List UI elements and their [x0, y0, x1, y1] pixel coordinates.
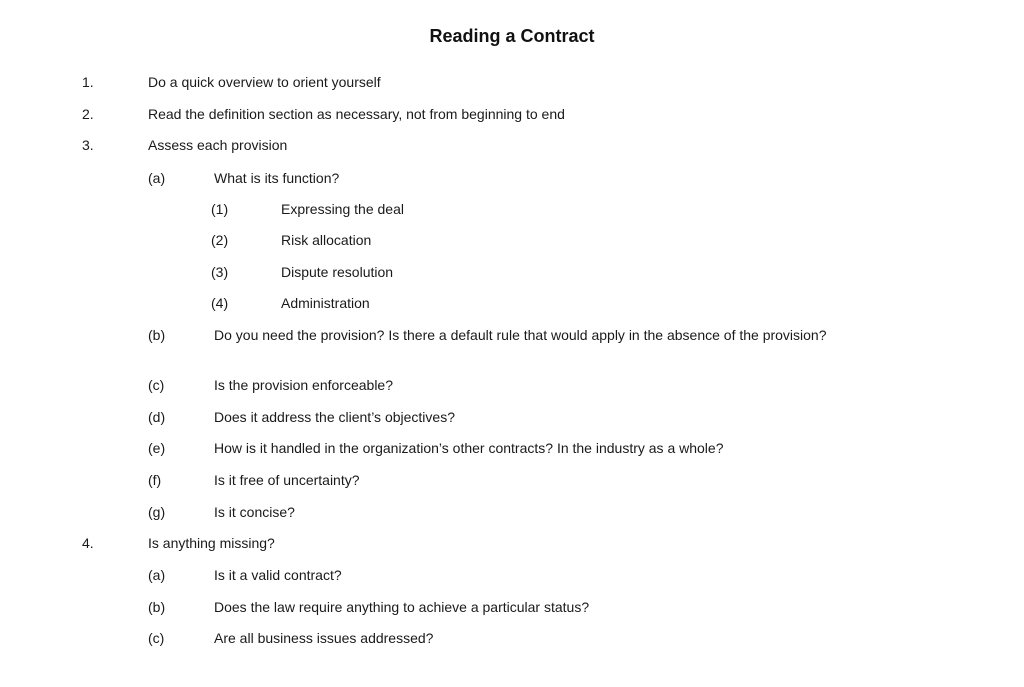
item-3g-number: (g)	[148, 504, 166, 520]
item-3b-text: Do you need the provision? Is there a default rule that would apply in the absence of the provision?	[214, 327, 827, 343]
item-3a2-text: Risk allocation	[281, 232, 372, 248]
item-3a3-text: Dispute resolution	[281, 264, 394, 280]
item-3a-text: What is its function?	[214, 170, 340, 186]
item-3a4-text: Administration	[281, 295, 370, 311]
item-2-number: 2.	[82, 106, 94, 122]
item-1-text: Do a quick overview to orient yourself	[148, 74, 381, 90]
item-3a-number: (a)	[148, 170, 166, 186]
item-3a4-number: (4)	[211, 295, 229, 311]
item-3c-number: (c)	[148, 377, 165, 393]
item-4c-text: Are all business issues addressed?	[214, 630, 434, 646]
item-4-number: 4.	[82, 535, 94, 551]
document-title: Reading a Contract	[429, 26, 595, 46]
item-3e-number: (e)	[148, 440, 166, 456]
item-3a2-number: (2)	[211, 232, 229, 248]
item-3c-text: Is the provision enforceable?	[214, 377, 393, 393]
item-4-text: Is anything missing?	[148, 535, 275, 551]
item-4c-number: (c)	[148, 630, 165, 646]
item-1-number: 1.	[82, 74, 94, 90]
item-3-number: 3.	[82, 137, 94, 153]
item-3f-number: (f)	[148, 472, 162, 488]
item-3a1-text: Expressing the deal	[281, 201, 404, 217]
item-4b-number: (b)	[148, 599, 166, 615]
item-3a3-number: (3)	[211, 264, 229, 280]
item-3d-number: (d)	[148, 409, 166, 425]
item-3b-number: (b)	[148, 327, 166, 343]
item-4a-text: Is it a valid contract?	[214, 567, 342, 583]
item-3e-text: How is it handled in the organization’s other contracts? In the industry as a whole?	[214, 440, 724, 456]
item-4b-text: Does the law require anything to achieve a particular status?	[214, 599, 590, 615]
item-3g-text: Is it concise?	[214, 504, 295, 520]
item-4a-number: (a)	[148, 567, 166, 583]
item-3a1-number: (1)	[211, 201, 229, 217]
item-3-text: Assess each provision	[148, 137, 288, 153]
item-2-text: Read the definition section as necessary, not from beginning to end	[148, 106, 565, 122]
item-3f-text: Is it free of uncertainty?	[214, 472, 360, 488]
item-3d-text: Does it address the client’s objectives?	[214, 409, 455, 425]
